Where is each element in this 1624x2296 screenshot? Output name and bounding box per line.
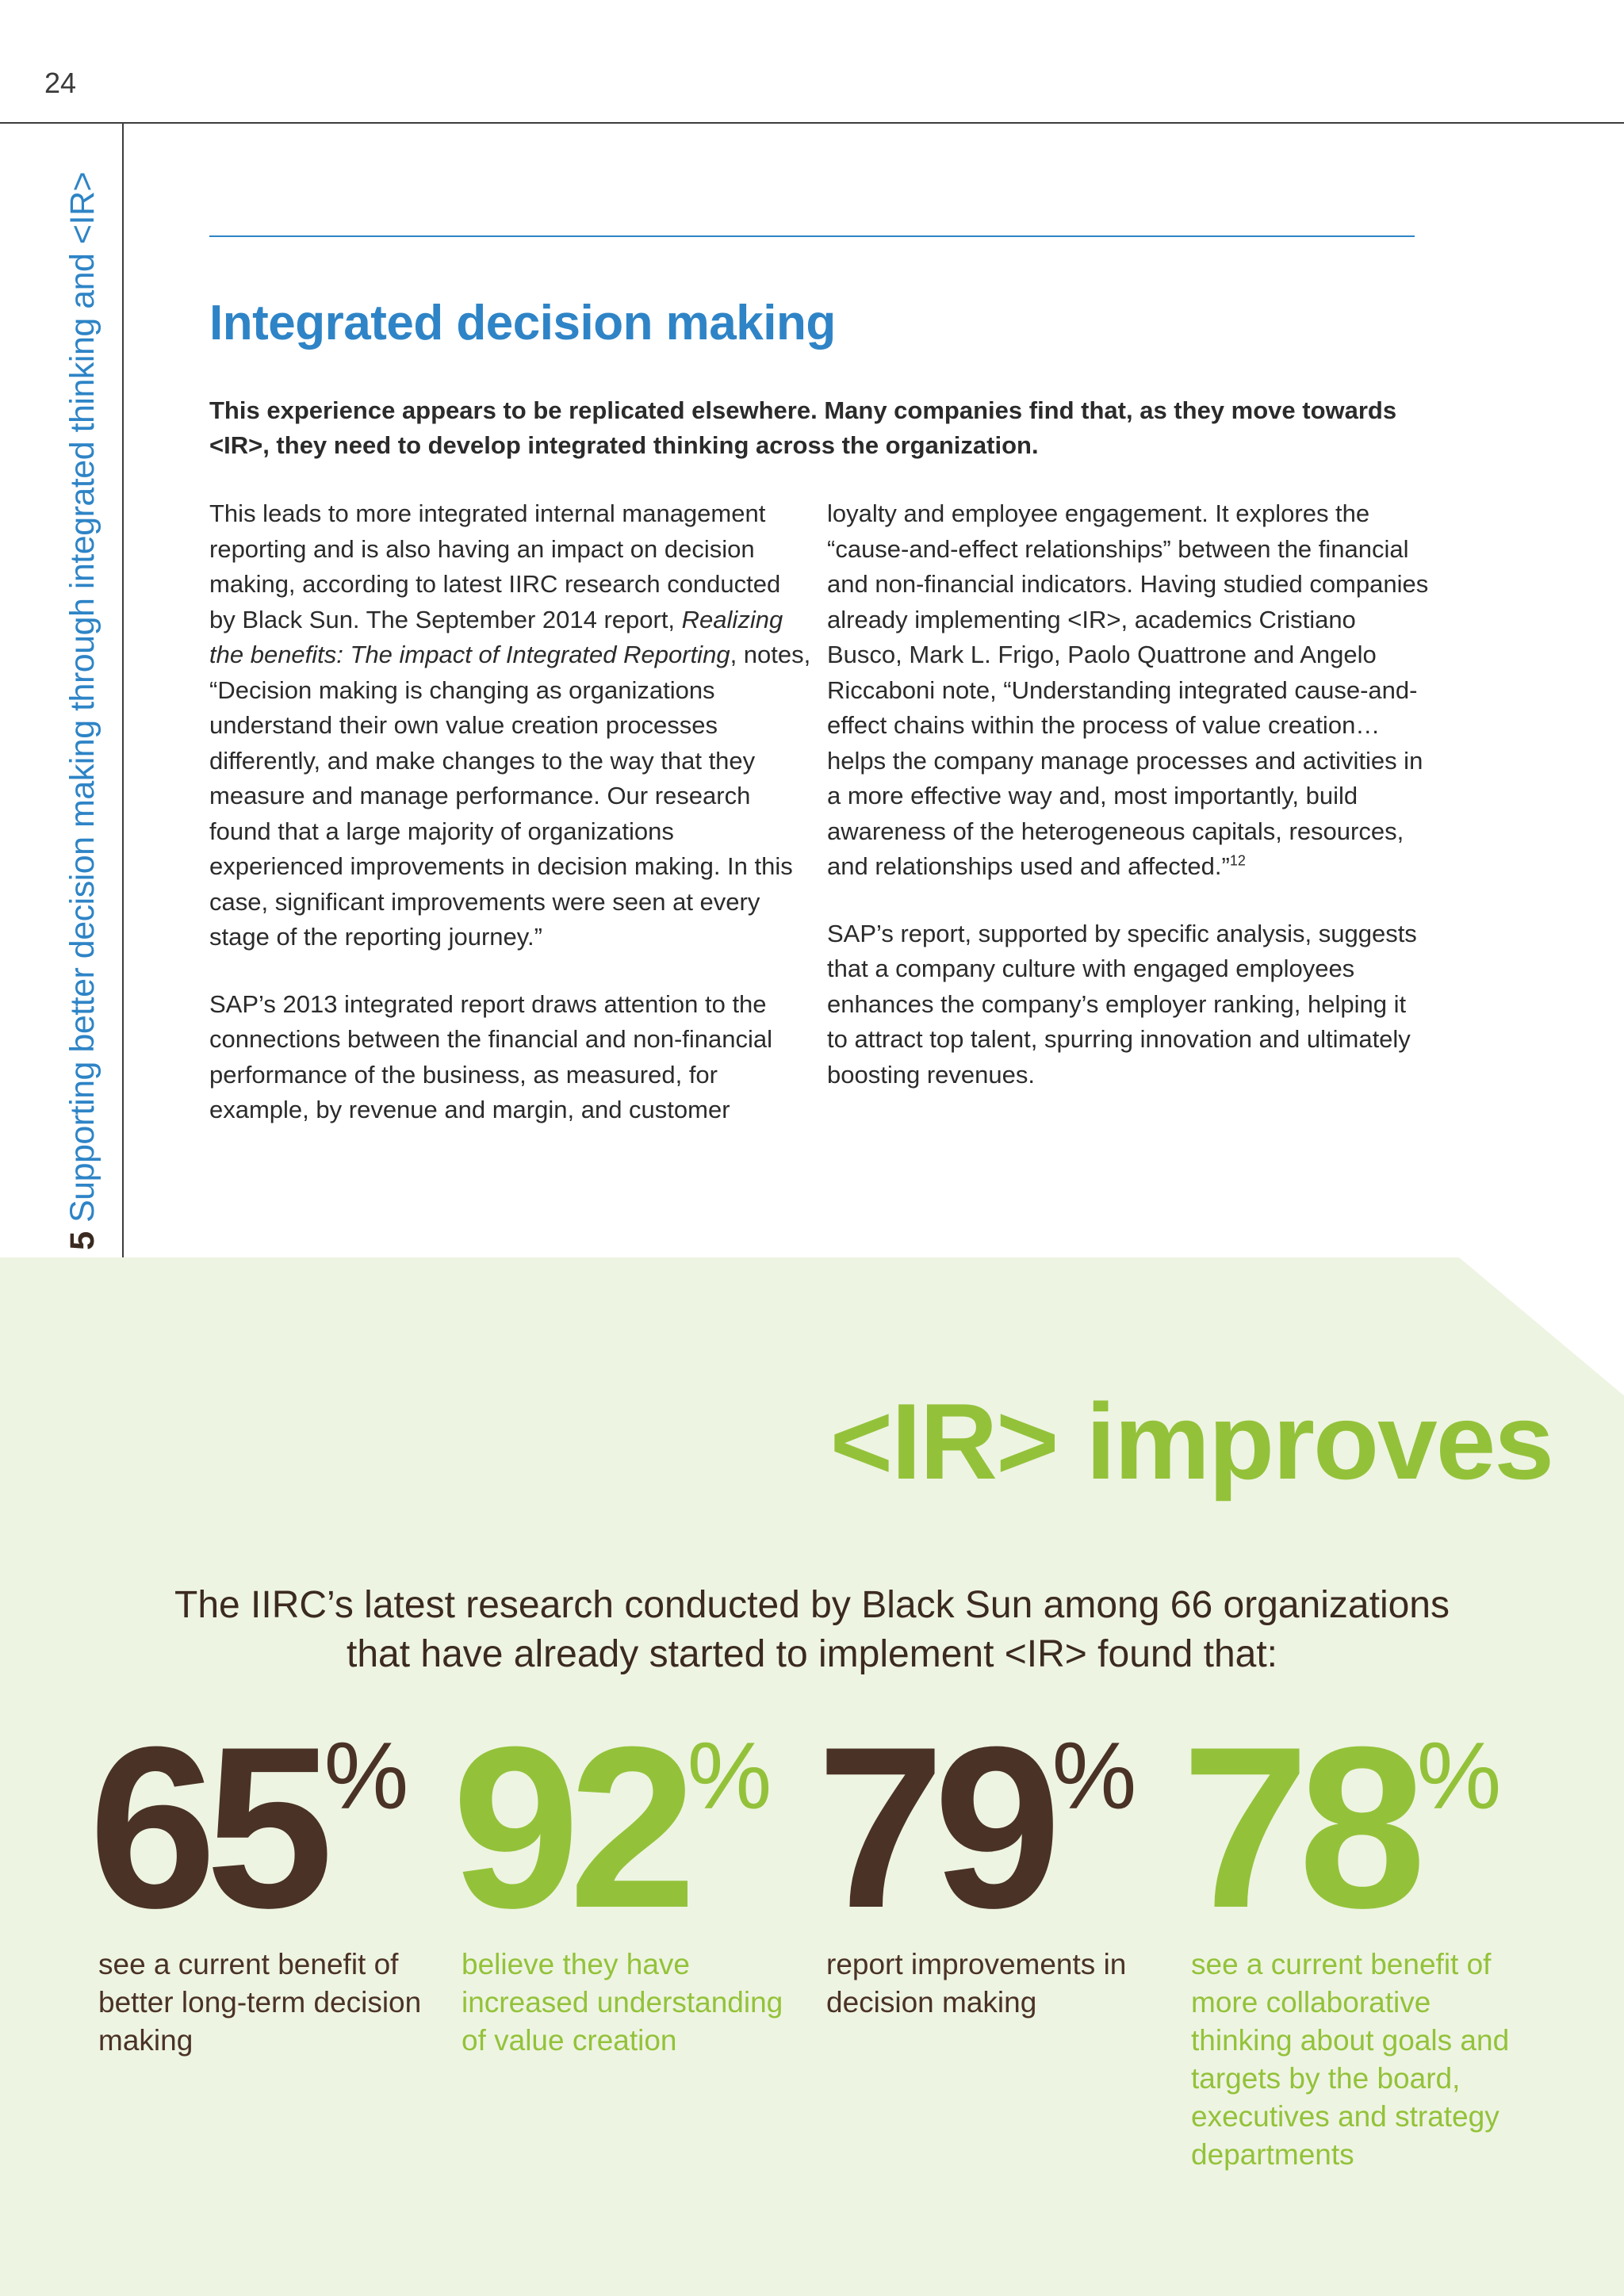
body-paragraph: SAP’s report, supported by specific analysis, suggests that a company culture with engaged employees enhances the company’s employer ranking, helping it to attract top talent, spurring innovation and ultimately boosting revenues. xyxy=(827,919,1417,1089)
body-paragraph xyxy=(209,496,812,955)
stat-number xyxy=(817,1699,1159,1956)
body-paragraph xyxy=(827,496,1430,885)
stat-number xyxy=(89,1699,431,1956)
stat-value: 65 xyxy=(89,1699,323,1956)
page-heading: Integrated decision making xyxy=(209,296,836,350)
stat-description: see a current benefit of more collaborative thinking about goals and targets by the board, executives and strategy departments xyxy=(1191,1948,1510,2171)
infographic-intro xyxy=(0,1581,1624,1679)
body-paragraph: SAP’s 2013 integrated report draws attention to the connections between the financial and non-financial performance of the business, as measured, for example, by revenue and margin, and customer xyxy=(209,989,773,1123)
text-column-left xyxy=(209,496,812,1160)
intro-line: The IIRC’s latest research conducted by Black Sun among 66 organizations xyxy=(174,1584,1450,1626)
body-text: , notes, “Decision making is changing as organizations understand their own value creation processes differently, and make changes to the way that they measure and manage performance. Our research found that a large majority of organizations experienced improvements in decision making. In this case, significant improvements were seen at every stage of the reporting journey.” xyxy=(209,641,811,951)
text-column-right xyxy=(827,496,1430,1124)
intro-line: that have already started to implement <IR> found that: xyxy=(346,1633,1278,1675)
body-text: loyalty and employee engagement. It explores the “cause-and-effect relationships” between the financial and non-financial indicators. Having studied companies already implementing <IR>, academics Cristiano Busco, Mark L. Frigo, Paolo Quattrone and Angelo Riccaboni note, “Understanding integrated cause-and-effect chains within the process of value creation… helps the company manage processes and activities in a more effective way and, most importantly, build awareness of the heterogeneous capitals, resources, and relationships used and affected.” xyxy=(827,499,1429,880)
margin-vertical-rule xyxy=(122,122,124,1435)
top-rule xyxy=(0,122,1624,124)
percent-sign: % xyxy=(1051,1723,1137,1829)
page-number: 24 xyxy=(44,67,77,99)
lead-paragraph: This experience appears to be replicated elsewhere. Many companies find that, as they move towards <IR>, they need to develop integrated thinking across the organization. xyxy=(209,396,1397,459)
stat-description: report improvements in decision making xyxy=(826,1948,1127,2019)
report-title: Realizing the benefits: The impact of Integrated Reporting xyxy=(209,605,783,668)
stat-description: believe they have increased understanding of value creation xyxy=(462,1948,783,2057)
corner-cut-shape xyxy=(1459,1257,1624,1397)
content-top-rule xyxy=(209,235,1415,237)
stat-value: 78 xyxy=(1182,1699,1415,1956)
percent-sign: % xyxy=(1416,1723,1502,1829)
percent-sign: % xyxy=(687,1723,772,1829)
section-side-title xyxy=(63,172,102,1324)
section-title-label: Supporting better decision making through integrated thinking and <IR> xyxy=(63,171,102,1223)
stat-description: see a current benefit of better long-term decision making xyxy=(98,1948,422,2057)
stat-65-percent xyxy=(89,1699,431,2060)
infographic-heading: <IR> improves xyxy=(829,1381,1553,1502)
stat-79-percent xyxy=(817,1699,1159,2022)
stat-78-percent xyxy=(1182,1699,1524,2174)
stat-value: 79 xyxy=(817,1699,1051,1956)
percent-sign: % xyxy=(324,1723,409,1829)
body-text: This leads to more integrated internal management reporting and is also having an impact on decision making, according to latest IIRC research conducted by Black Sun. The September 2014 report, xyxy=(209,499,781,633)
footnote-marker: 12 xyxy=(1229,852,1246,869)
stat-92-percent xyxy=(452,1699,795,2060)
stat-number xyxy=(1182,1699,1524,1956)
stat-number xyxy=(452,1699,795,1956)
stat-value: 92 xyxy=(452,1699,686,1956)
